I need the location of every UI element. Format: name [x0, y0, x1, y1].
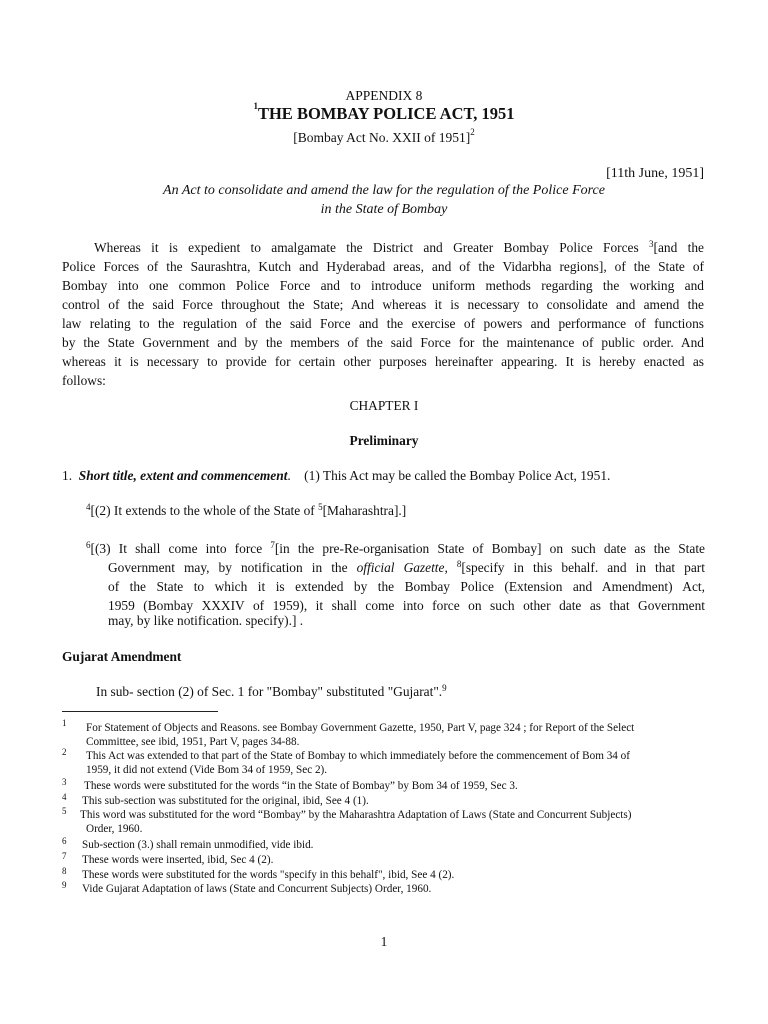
act-number-text: [Bombay Act No. XXII of 1951] [293, 130, 471, 145]
footnote-number: 4 [62, 792, 67, 802]
footnote-ref: 7 [270, 540, 275, 550]
subsection-text: [Maharashtra].] [322, 503, 407, 518]
chapter-title: Preliminary [349, 433, 419, 448]
footnote-text: These words were inserted, ibid, Sec 4 (2). [82, 854, 274, 866]
section-heading-end: . [287, 468, 291, 483]
footnote-ref: 6 [86, 540, 91, 550]
long-title-line-1: An Act to consolidate and amend the law for the regulation of the Police Force [163, 183, 605, 198]
act-number-footnote-ref: 2 [470, 127, 475, 137]
footnote-text: This word was substituted for the word “Bombay” by the Maharashtra Adaptation of Laws (State and Concurrent Subjects) [80, 809, 632, 821]
preamble-line: whereas it is necessary to provide for certain other purposes hereinafter appearing. It is hereby enacted as [62, 354, 704, 369]
subsection-text: [specify in this behalf. and in that part [461, 560, 705, 575]
gujarat-amendment-heading: Gujarat Amendment [62, 649, 182, 664]
official-gazette-text: official Gazette, [356, 560, 448, 575]
footnote-number: 8 [62, 866, 67, 876]
footnote-text: This Act was extended to that part of the State of Bombay to which immediately before the commencement of Bom 34 of [86, 750, 631, 762]
subsection-text: [(2) It extends to the whole of the State of [90, 503, 319, 518]
subsection-3-line [86, 539, 705, 558]
preamble-text: [and the [653, 240, 704, 255]
subsection-3-line: may, by like notification. specify).] . [108, 613, 304, 628]
subsection-text: [(3) It shall come into force [90, 541, 271, 556]
footnote-text: This sub-section was substituted for the original, ibid, See 4 (1). [82, 795, 369, 807]
preamble-line: Bombay into one common Police Force and to introduce uniform methods regarding the working and [62, 278, 704, 293]
preamble-text: Whereas it is expedient to amalgamate the District and Greater Bombay Police Forces [94, 240, 650, 255]
footnote-text: These words were substituted for the words "specify in this behalf", ibid, See 4 (2). [82, 869, 455, 881]
footnote-ref: 9 [442, 683, 447, 693]
footnote-text: Order, 1960. [86, 823, 143, 835]
act-number [0, 127, 768, 146]
subsection-3-line [108, 558, 705, 577]
long-title-line-2: in the State of Bombay [320, 202, 448, 217]
footnote-text: Vide Gujarat Adaptation of laws (State and Concurrent Subjects) Order, 1960. [82, 883, 432, 895]
enactment-date: [11th June, 1951] [606, 166, 704, 181]
footnote-number: 9 [62, 880, 67, 890]
footnote-text: Committee, see ibid, 1951, Part V, pages 34-88. [86, 736, 300, 748]
page-number: 1 [380, 934, 388, 949]
chapter-heading: CHAPTER I [349, 398, 419, 413]
footnote-text: For Statement of Objects and Reasons. see Bombay Government Gazette, 1950, Part V, page 324 ; for Report of the Select [86, 722, 635, 734]
subsection-text: Government may, by notification in the [108, 560, 357, 575]
footnote-text: These words were substituted for the words “in the State of Bombay” by Bom 34 of 1959, Sec 3. [84, 780, 518, 792]
section-number: 1. [62, 468, 73, 483]
footnote-divider [62, 711, 218, 712]
subsection-3-line: of the State to which it is extended by the Bombay Police (Extension and Amendment) Act, [108, 579, 705, 594]
section-1-line [62, 466, 610, 485]
footnote-ref: 3 [649, 239, 654, 249]
preamble-line: control of the said Force throughout the State; And whereas it is necessary to consolidate and amend the [62, 297, 704, 312]
footnote-ref: 4 [86, 502, 91, 512]
subsection-1-text: (1) This Act may be called the Bombay Police Act, 1951. [304, 468, 611, 483]
act-title [0, 101, 768, 124]
footnote-text: 1959, it did not extend (Vide Bom 34 of 1959, Sec 2). [86, 764, 328, 776]
preamble-line: by the State Government and by the members of the said Force for the maintenance of public order. And [62, 335, 704, 350]
preamble-line: follows: [62, 373, 106, 388]
footnote-text: Sub-section (3.) shall remain unmodified, vide ibid. [82, 839, 314, 851]
footnote-number: 7 [62, 851, 67, 861]
footnote-number: 3 [62, 777, 67, 787]
footnote-ref: 5 [318, 502, 323, 512]
section-heading: Short title, extent and commencement [78, 468, 288, 483]
preamble-line [94, 238, 704, 257]
amendment-text: In sub- section (2) of Sec. 1 for "Bombay" substituted "Gujarat". [96, 684, 443, 699]
appendix-label: APPENDIX 8 [345, 88, 423, 103]
footnote-number: 5 [62, 806, 67, 816]
title-footnote-ref: 1 [253, 101, 258, 111]
subsection-3-line: 1959 (Bombay XXXIV of 1959), it shall come into force on such other date as that Government [108, 598, 705, 613]
footnote-number: 2 [62, 747, 67, 757]
footnote-number: 1 [62, 718, 67, 728]
gujarat-amendment-text [96, 682, 447, 701]
subsection-2 [86, 501, 406, 520]
footnote-number: 6 [62, 836, 67, 846]
footnote-ref: 8 [456, 559, 462, 569]
act-title-text: THE BOMBAY POLICE ACT, 1951 [257, 104, 515, 123]
preamble-line: law relating to the regulation of the said Force and the exercise of powers and performance of functions [62, 316, 704, 331]
subsection-text: [in the pre-Re-organisation State of Bombay] on such date as the State [274, 541, 705, 556]
preamble-line: Police Forces of the Saurashtra, Kutch and Hyderabad areas, and of the Vidarbha regions], of the State of [62, 259, 704, 274]
